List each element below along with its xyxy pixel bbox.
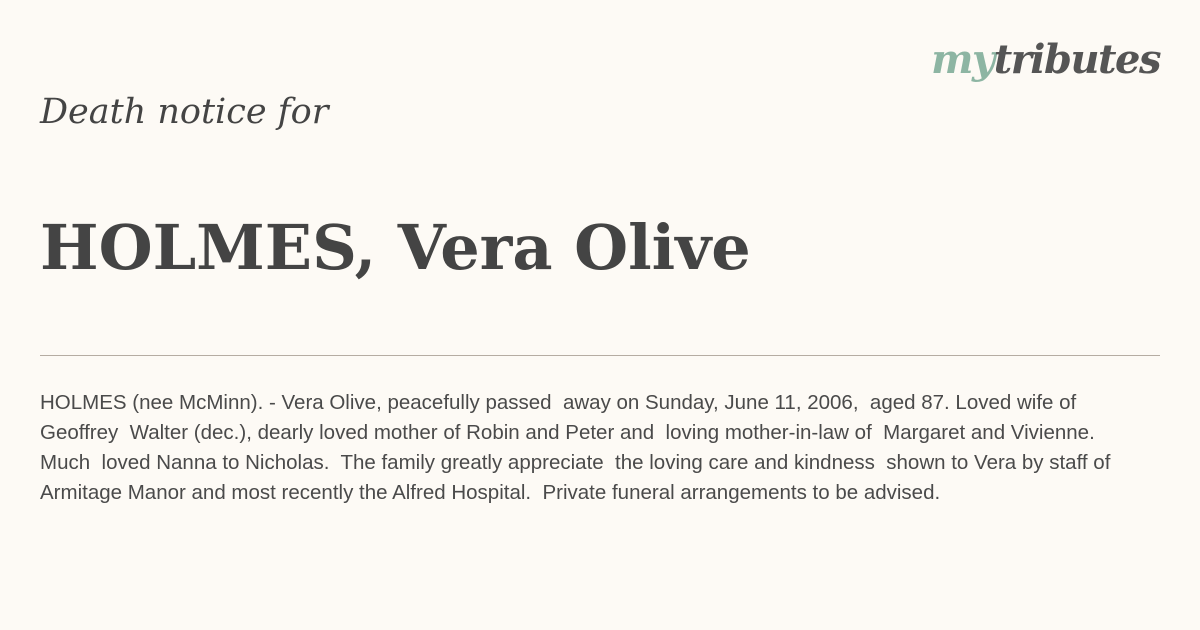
notice-text: HOLMES (nee McMinn). - Vera Olive, peacefully passed away on Sunday, June 11, 2006, aged 87. Loved wife of Geoffrey Walter (dec.), dearly loved mother of Robin and Peter and loving mother-in-law of Margaret and Vivienne. Much loved Nanna to Nicholas. The family greatly appreciate the loving care and kindness shown to Vera by staff of Armitage Manor and most recently the Alfred Hospital. Private funeral arrangements to be advised. bbox=[40, 391, 1121, 504]
logo-part-my: my bbox=[931, 36, 994, 83]
notice-subtitle: Death notice for bbox=[40, 92, 329, 132]
deceased-name: HOLMES, Vera Olive bbox=[40, 211, 751, 284]
logo-part-tributes: tributes bbox=[993, 36, 1160, 83]
divider bbox=[40, 355, 1160, 356]
mytributes-logo[interactable] bbox=[931, 34, 1160, 86]
